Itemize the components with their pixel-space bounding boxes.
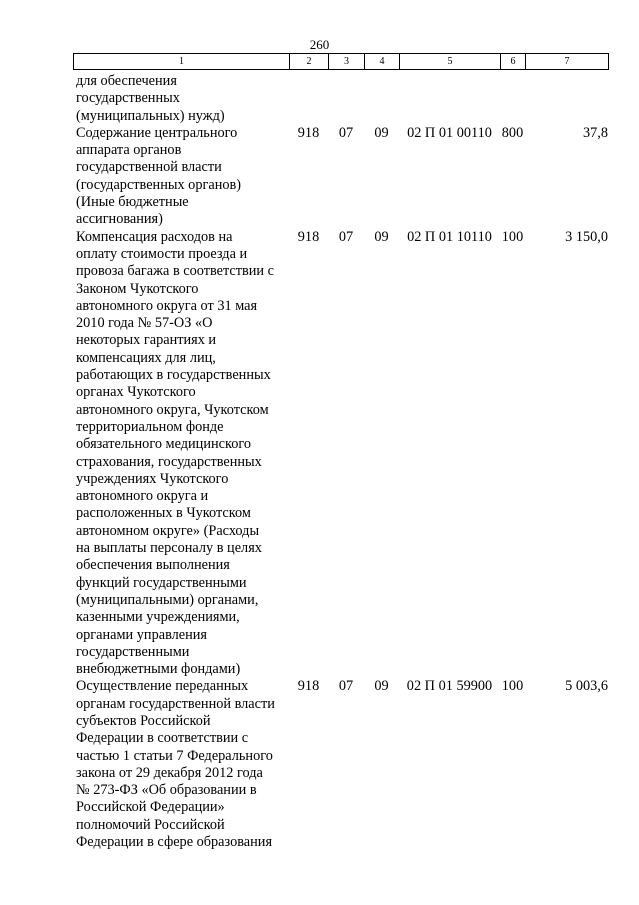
row-expense-type: 100	[501, 678, 524, 695]
row-description: Содержание центрального аппарата органов государственной власти (государственных органов) (Иные бюджетные ассигнования)	[76, 124, 242, 228]
row-expense-type	[500, 73, 525, 125]
column-header-5: 5	[400, 54, 501, 70]
row-section-code: 07	[338, 124, 354, 141]
page-number: 260	[309, 37, 330, 52]
row-amount	[525, 73, 608, 125]
row-ministry-code: 918	[297, 228, 320, 245]
column-header-1: 1	[74, 54, 290, 70]
budget-table	[73, 73, 608, 851]
row-amount: 37,8	[582, 124, 608, 141]
row-expense-type: 800	[501, 124, 524, 141]
row-expense-type: 100	[501, 228, 524, 245]
row-target-article: 02 П 01 10110	[407, 228, 492, 245]
column-header-6: 6	[501, 54, 526, 70]
row-ministry-code: 918	[297, 124, 320, 141]
row-amount: 3 150,0	[565, 228, 608, 245]
column-header-3: 3	[329, 54, 365, 70]
row-description: Компенсация расходов на оплату стоимости проезда и провоза багажа в соответствии с Законом Чукотского автономного округа от 31 мая 2010 года № 57-ОЗ «О некоторых гарантиях и компенсациях для лиц, работающих в государственных органах Чукотского автономного округа, Чукотском территориальном фонде обязательного медицинского страхования, государственных учреждениях Чукотского автономного округа и расположенных в Чукотском автономном округе» (Расходы на выплаты персоналу в целях обеспечения выполнения функций государственными (муниципальными) органами, казенными учреждениями, органами управления государственными внебюджетными фондами)	[76, 228, 274, 678]
column-header-row	[74, 54, 609, 70]
table-row	[73, 125, 608, 229]
column-header-4: 4	[365, 54, 400, 70]
row-subsection-code: 09	[374, 678, 389, 695]
table-row	[73, 73, 608, 125]
row-section-code: 07	[338, 228, 354, 245]
row-target-article	[399, 73, 500, 125]
row-description: для обеспечения государственных (муниципальных) нужд)	[76, 73, 225, 124]
row-subsection-code: 09	[374, 228, 389, 245]
row-target-article: 02 П 01 59900	[406, 678, 493, 695]
row-ministry-code: 918	[297, 678, 320, 695]
row-amount: 5 003,6	[565, 678, 608, 695]
row-ministry-code	[289, 73, 328, 125]
row-target-article: 02 П 01 00110	[407, 124, 492, 141]
column-header-2: 2	[290, 54, 329, 70]
row-section-code	[328, 73, 364, 125]
row-subsection-code: 09	[374, 124, 389, 141]
table-row	[73, 678, 608, 851]
table-row	[73, 229, 608, 679]
column-header-7: 7	[526, 54, 609, 70]
row-description: Осуществление переданных органам государственной власти субъектов Российской Федерации в соответствии с частью 1 статьи 7 Федерального закона от 29 декабря 2012 года № 273-ФЗ «Об образовании в Российской Федерации» полномочий Российской Федерации в сфере образования	[76, 678, 275, 851]
row-section-code: 07	[338, 678, 354, 695]
column-header-table	[73, 53, 609, 70]
row-subsection-code	[364, 73, 399, 125]
